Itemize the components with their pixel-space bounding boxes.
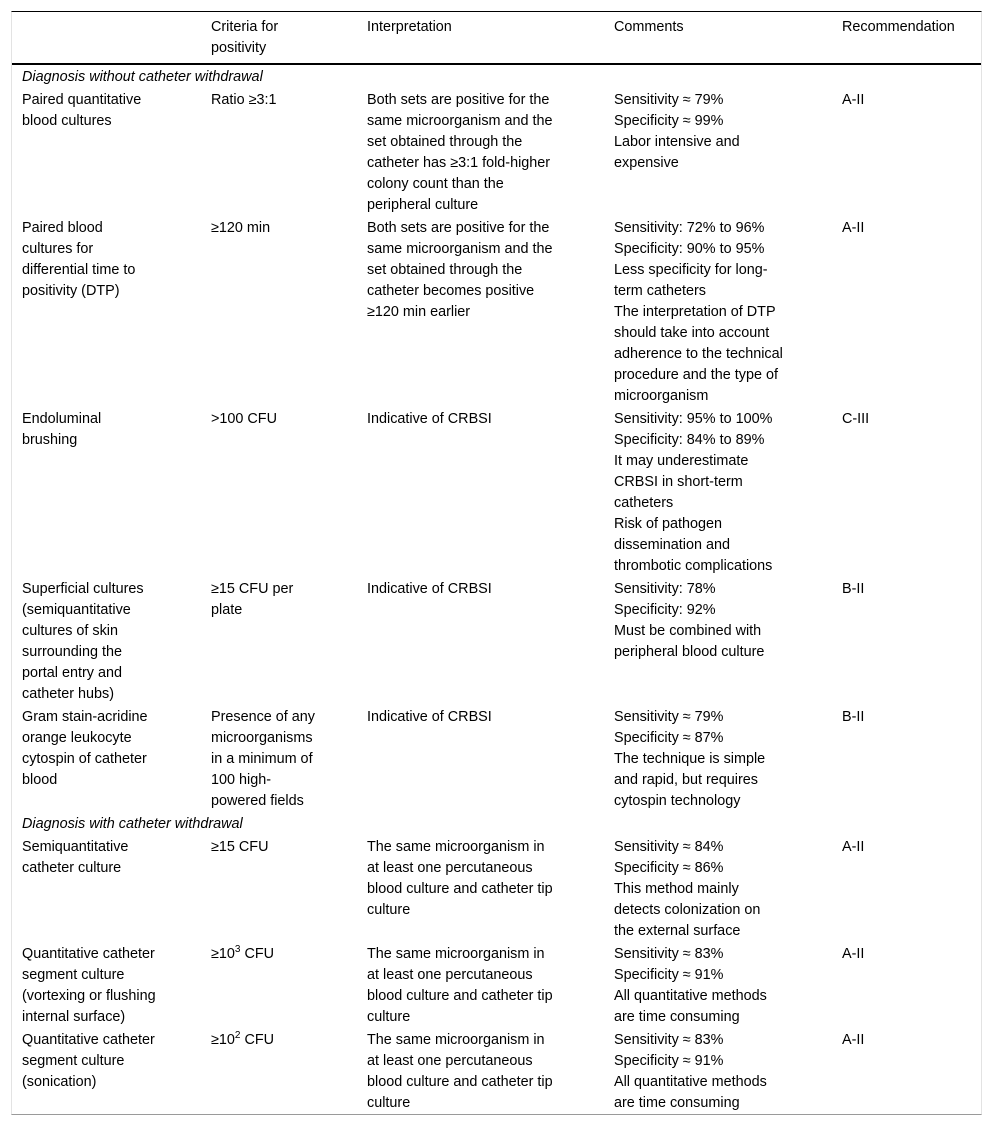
header-interpretation: Interpretation bbox=[367, 19, 452, 35]
comments-cell: Sensitivity ≈ 83% Specificity ≈ 91% All quantitative methods are time consuming bbox=[614, 946, 767, 1025]
criteria-cell: ≥120 min bbox=[211, 220, 271, 236]
header-method bbox=[12, 17, 201, 59]
table-row bbox=[12, 407, 981, 577]
table-row bbox=[12, 216, 981, 407]
comments-cell: Sensitivity ≈ 83% Specificity ≈ 91% All quantitative methods are time consuming bbox=[614, 1032, 767, 1111]
comments-cell: Sensitivity: 78% Specificity: 92% Must be combined with peripheral blood culture bbox=[614, 581, 765, 660]
criteria-exponent: 3 bbox=[234, 944, 241, 955]
header-criteria: Criteria for positivity bbox=[211, 19, 279, 56]
method-cell: Superficial cultures (semiquantitative cultures of skin surrounding the portal entry and catheter hubs) bbox=[22, 581, 144, 702]
interpretation-cell: Both sets are positive for the same microorganism and the set obtained through the catheter has ≥3:1 fold-higher colony count than the peripheral culture bbox=[367, 92, 553, 213]
recommendation-cell: A-II bbox=[842, 92, 865, 108]
interpretation-cell: Both sets are positive for the same microorganism and the set obtained through the catheter becomes positive ≥120 min earlier bbox=[367, 220, 553, 320]
method-cell: Gram stain-acridine orange leukocyte cytospin of catheter blood bbox=[22, 709, 148, 788]
section-heading: Diagnosis with catheter withdrawal bbox=[22, 816, 243, 832]
header-comments: Comments bbox=[614, 19, 684, 35]
criteria-cell bbox=[201, 1030, 357, 1114]
method-cell: Paired quantitative blood cultures bbox=[22, 92, 142, 129]
diagnosis-table bbox=[11, 11, 982, 1115]
table-row bbox=[12, 835, 981, 942]
recommendation-cell: A-II bbox=[842, 220, 865, 236]
criteria-cell: >100 CFU bbox=[211, 411, 277, 427]
comments-cell: Sensitivity ≈ 79% Specificity ≈ 87% The technique is simple and rapid, but requires cytospin technology bbox=[614, 709, 766, 809]
criteria-cell: ≥15 CFU bbox=[211, 839, 269, 855]
section-heading: Diagnosis without catheter withdrawal bbox=[22, 69, 263, 85]
criteria-cell bbox=[201, 944, 357, 1028]
criteria-unit: CFU bbox=[240, 946, 275, 962]
criteria-value: ≥10 bbox=[211, 1032, 235, 1048]
recommendation-cell: A-II bbox=[842, 946, 865, 962]
recommendation-cell: A-II bbox=[842, 1032, 865, 1048]
method-cell: Endoluminal brushing bbox=[22, 411, 102, 448]
criteria-cell: ≥15 CFU per plate bbox=[211, 581, 294, 618]
comments-cell: Sensitivity: 95% to 100% Specificity: 84% to 89% It may underestimate CRBSI in short-term catheters Risk of pathogen dissemination and thrombotic complications bbox=[614, 411, 773, 574]
table-header bbox=[12, 12, 981, 65]
method-cell: Semiquantitative catheter culture bbox=[22, 839, 129, 876]
recommendation-cell: B-II bbox=[842, 709, 865, 725]
method-cell: Paired blood cultures for differential time to positivity (DTP) bbox=[22, 220, 136, 299]
interpretation-cell: The same microorganism in at least one percutaneous blood culture and catheter tip culture bbox=[367, 839, 553, 918]
criteria-cell: Presence of any microorganisms in a minimum of 100 high- powered fields bbox=[211, 709, 315, 809]
table-row bbox=[12, 1028, 981, 1114]
interpretation-cell: Indicative of CRBSI bbox=[367, 581, 492, 597]
table-row bbox=[12, 705, 981, 812]
recommendation-cell: C-III bbox=[842, 411, 870, 427]
criteria-unit: CFU bbox=[240, 1032, 275, 1048]
criteria-value: ≥10 bbox=[211, 946, 235, 962]
method-cell: Quantitative catheter segment culture (vortexing or flushing internal surface) bbox=[22, 946, 156, 1025]
interpretation-cell: The same microorganism in at least one percutaneous blood culture and catheter tip culture bbox=[367, 1032, 553, 1111]
table-row bbox=[12, 577, 981, 705]
comments-cell: Sensitivity: 72% to 96% Specificity: 90% to 95% Less specificity for long- term catheters The interpretation of DTP should take into account adherence to the technical procedure and the type of microorganism bbox=[614, 220, 783, 404]
interpretation-cell: Indicative of CRBSI bbox=[367, 411, 492, 427]
comments-cell: Sensitivity ≈ 84% Specificity ≈ 86% This method mainly detects colonization on the external surface bbox=[614, 839, 761, 939]
criteria-cell: Ratio ≥3:1 bbox=[211, 92, 277, 108]
comments-cell: Sensitivity ≈ 79% Specificity ≈ 99% Labor intensive and expensive bbox=[614, 92, 740, 171]
criteria-exponent: 2 bbox=[234, 1030, 241, 1041]
method-cell: Quantitative catheter segment culture (sonication) bbox=[22, 1032, 155, 1090]
interpretation-cell: The same microorganism in at least one percutaneous blood culture and catheter tip culture bbox=[367, 946, 553, 1025]
table-row bbox=[12, 88, 981, 216]
interpretation-cell: Indicative of CRBSI bbox=[367, 709, 492, 725]
recommendation-cell: A-II bbox=[842, 839, 865, 855]
header-recommendation: Recommendation bbox=[842, 19, 955, 35]
recommendation-cell: B-II bbox=[842, 581, 865, 597]
table-row bbox=[12, 942, 981, 1028]
